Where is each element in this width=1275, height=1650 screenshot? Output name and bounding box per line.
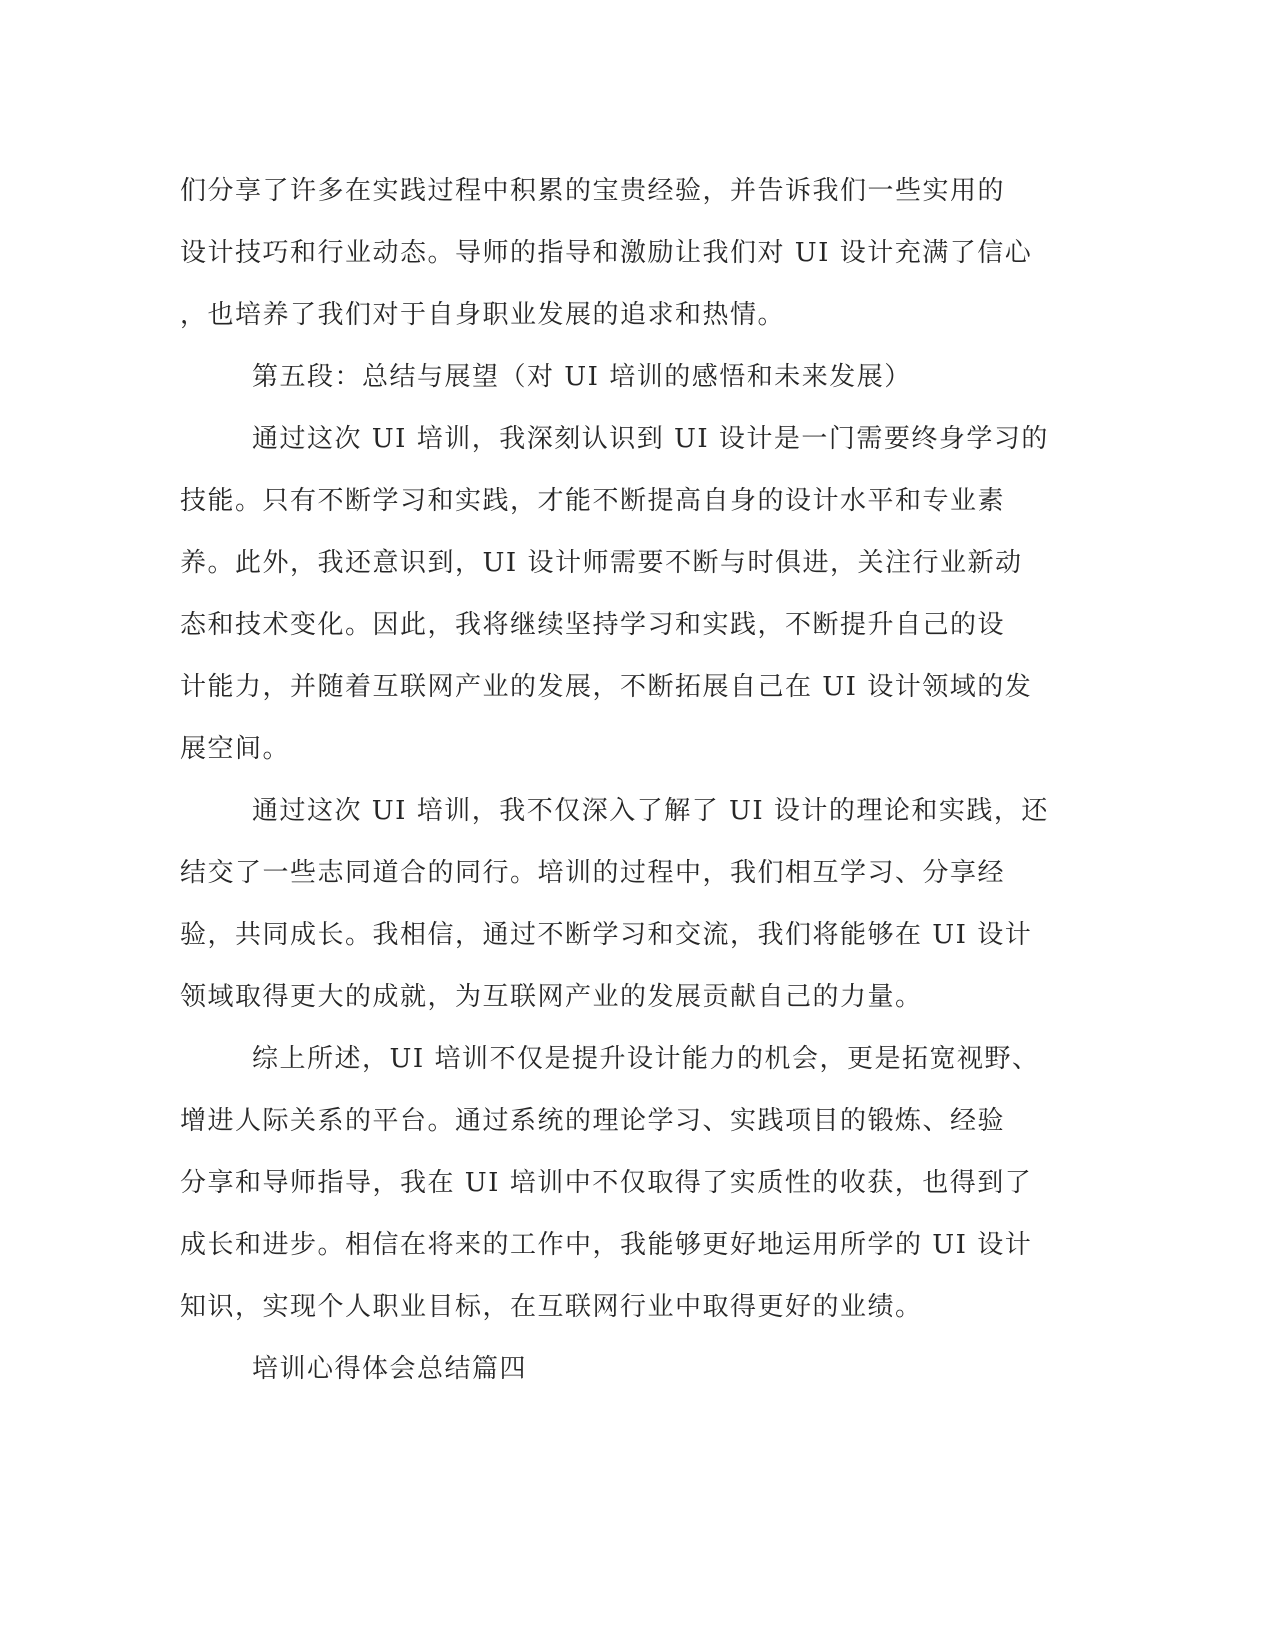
text-line: 领域取得更大的成就，为互联网产业的发展贡献自己的力量。 xyxy=(180,982,923,1012)
text-line: 验，共同成长。我相信，通过不断学习和交流，我们将能够在 UI 设计 xyxy=(180,920,1033,950)
section-heading: 第五段：总结与展望（对 UI 培训的感悟和未来发展） xyxy=(252,362,912,392)
text-line: 分享和导师指导，我在 UI 培训中不仅取得了实质性的收获，也得到了 xyxy=(180,1168,1033,1198)
text-line: 设计技巧和行业动态。导师的指导和激励让我们对 UI 设计充满了信心 xyxy=(180,238,1033,268)
text-line: 态和技术变化。因此，我将继续坚持学习和实践，不断提升自己的设 xyxy=(180,610,1006,640)
document-body xyxy=(180,160,1049,1400)
text-line: 技能。只有不断学习和实践，才能不断提高自身的设计水平和专业素 xyxy=(180,486,1006,516)
text-line: 通过这次 UI 培训，我深刻认识到 UI 设计是一门需要终身学习的 xyxy=(252,424,1049,454)
text-line: ，也培养了我们对于自身职业发展的追求和热情。 xyxy=(180,300,786,330)
text-line: 展空间。 xyxy=(180,734,291,764)
text-line: 结交了一些志同道合的同行。培训的过程中，我们相互学习、分享经 xyxy=(180,858,1006,888)
text-line: 增进人际关系的平台。通过系统的理论学习、实践项目的锻炼、经验 xyxy=(180,1106,1006,1136)
text-line: 综上所述，UI 培训不仅是提升设计能力的机会，更是拓宽视野、 xyxy=(252,1044,1040,1074)
text-line: 成长和进步。相信在将来的工作中，我能够更好地运用所学的 UI 设计 xyxy=(180,1230,1033,1260)
text-line: 们分享了许多在实践过程中积累的宝贵经验，并告诉我们一些实用的 xyxy=(180,176,1006,206)
text-line: 计能力，并随着互联网产业的发展，不断拓展自己在 UI 设计领域的发 xyxy=(180,672,1033,702)
section-title: 培训心得体会总结篇四 xyxy=(252,1354,528,1384)
text-line: 养。此外，我还意识到，UI 设计师需要不断与时俱进，关注行业新动 xyxy=(180,548,1023,578)
text-line: 知识，实现个人职业目标，在互联网行业中取得更好的业绩。 xyxy=(180,1292,923,1322)
text-line: 通过这次 UI 培训，我不仅深入了解了 UI 设计的理论和实践，还 xyxy=(252,796,1049,826)
